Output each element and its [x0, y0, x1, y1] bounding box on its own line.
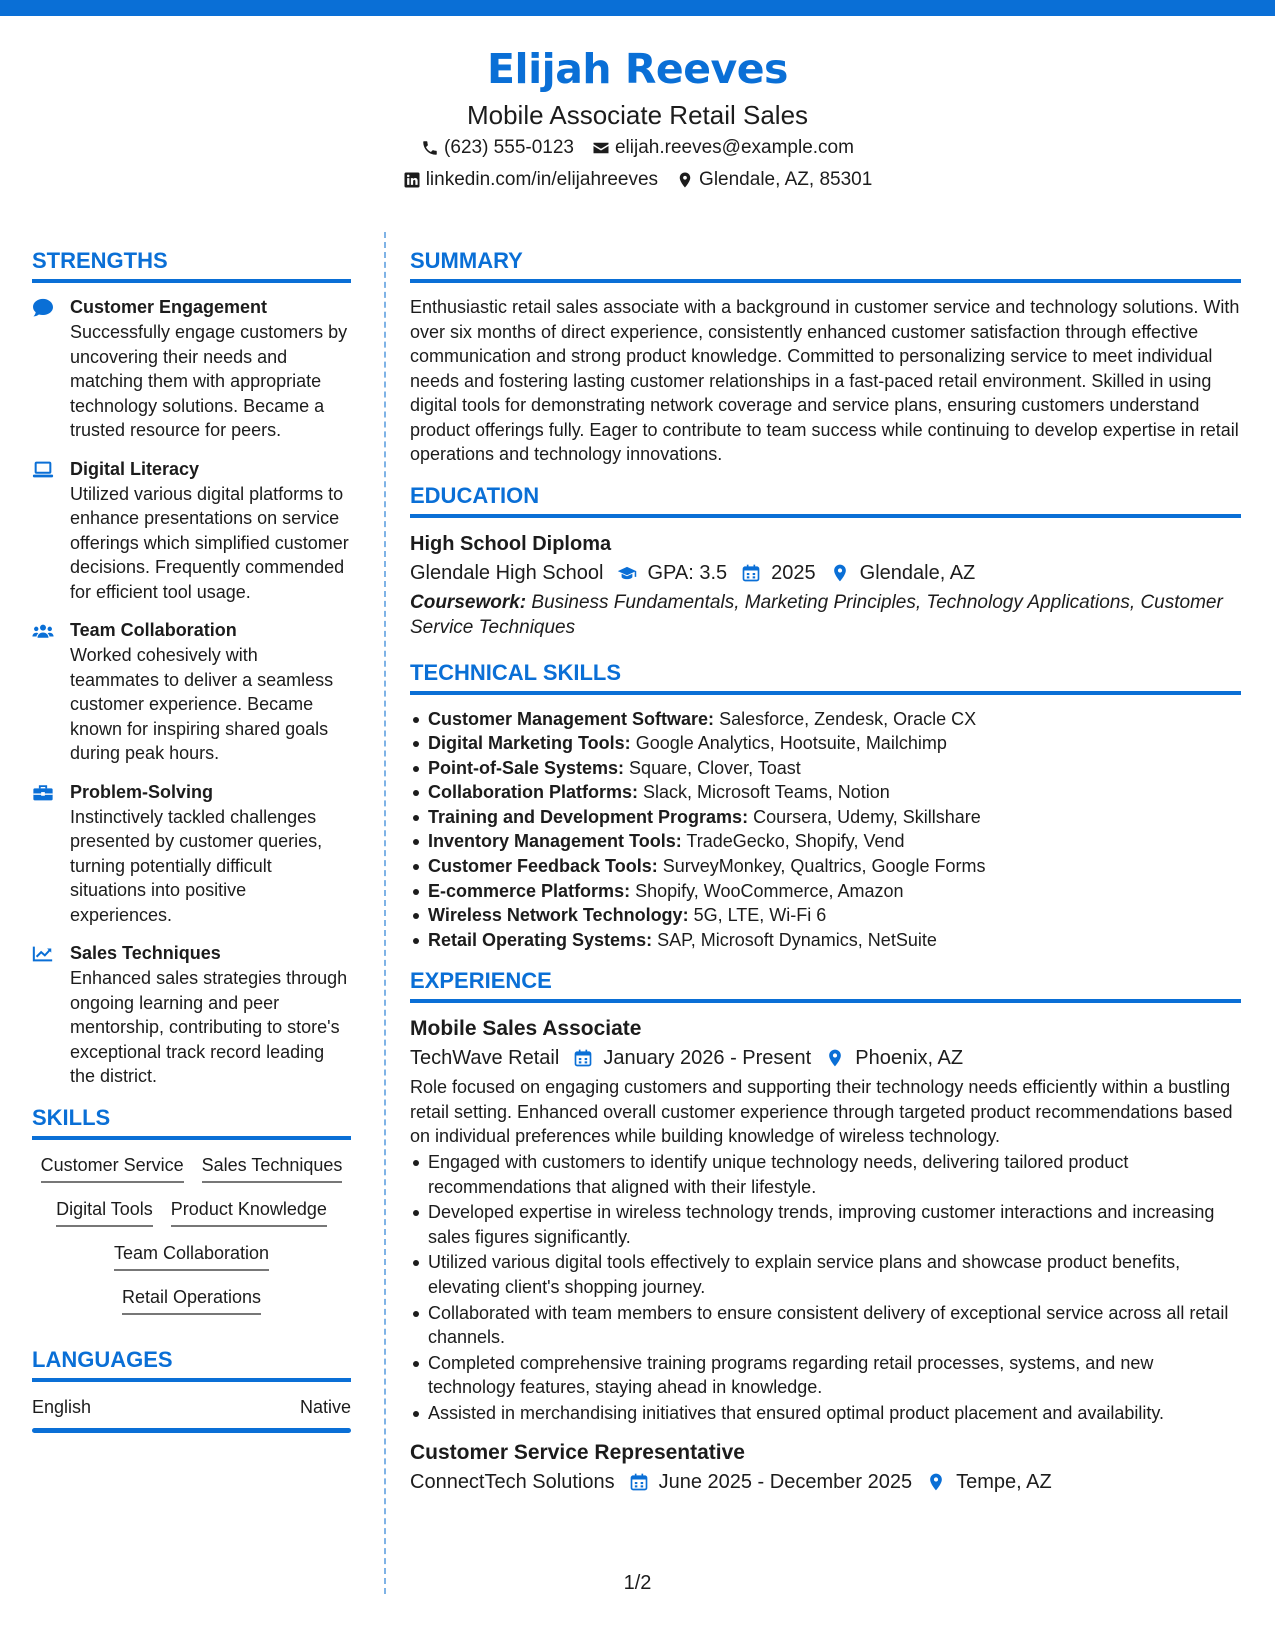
coursework-list: Business Fundamentals, Marketing Principles, Technology Applications, Customer Service Techniques — [410, 591, 1223, 638]
languages-heading: LANGUAGES — [32, 1345, 351, 1382]
strength-desc: Instinctively tackled challenges presented by customer queries, turning potentially difficult situations into positive experiences. — [70, 806, 323, 925]
school-name: Glendale High School — [410, 561, 604, 584]
list-item: Customer Feedback Tools: SurveyMonkey, Qualtrics, Google Forms — [410, 854, 1241, 879]
job-description: Role focused on engaging customers and supporting their technology needs efficiently within a bustling retail setting. Enhanced overall customer experience through targeted product recommendations based on individual preferences while building knowledge of wireless technology. — [410, 1077, 1233, 1147]
experience-heading: EXPERIENCE — [410, 966, 1241, 1003]
location-text: Glendale, AZ, 85301 — [699, 169, 873, 190]
strength-item — [32, 295, 351, 443]
strength-desc: Successfully engage customers by uncovering their needs and matching them with appropriate technology solutions. Became a trusted resource for peers. — [70, 322, 348, 440]
list-item: Collaborated with team members to ensure consistent delivery of exceptional service across all retail channels. — [410, 1301, 1241, 1350]
strength-desc: Worked cohesively with teammates to deliver a seamless customer experience. Became known for inspiring shared goals during peak hours. — [70, 645, 334, 763]
location-contact — [676, 164, 872, 196]
chat-bubble-icon — [32, 298, 54, 318]
coursework — [410, 590, 1241, 640]
skill-tag: Customer Service — [41, 1152, 184, 1183]
job-bullets — [410, 1150, 1241, 1426]
job-title: Customer Service Representative — [410, 1441, 745, 1465]
contact-row-2 — [0, 164, 1275, 196]
strength-desc: Utilized various digital platforms to enhance presentations on service offerings which simplified customer decisions. Frequently commended for efficient tool usage. — [70, 483, 349, 602]
skill-tag: Retail Operations — [122, 1284, 261, 1315]
list-item: Inventory Management Tools: TradeGecko, Shopify, Vend — [410, 829, 1241, 854]
language-proficiency-bar — [32, 1428, 351, 1433]
email-text: elijah.reeves@example.com — [614, 137, 854, 158]
left-column — [32, 246, 351, 1433]
right-column — [410, 246, 1241, 1497]
education-heading: EDUCATION — [410, 481, 1241, 518]
page-number: 1/2 — [623, 1572, 652, 1594]
laptop-icon — [32, 460, 54, 480]
job-location: Phoenix, AZ — [825, 1043, 963, 1073]
people-group-icon — [32, 621, 54, 641]
company-name: TechWave Retail — [410, 1047, 560, 1070]
strength-desc: Enhanced sales strategies through ongoing learning and peer mentorship, contributing to store's exceptional track record leading the district. — [70, 968, 348, 1086]
skill-tag: Product Knowledge — [171, 1196, 327, 1227]
summary-heading: SUMMARY — [410, 246, 1241, 283]
list-item: Collaboration Platforms: Slack, Microsoft Teams, Notion — [410, 780, 1241, 805]
graduation-cap-icon — [617, 563, 637, 583]
phone-icon — [421, 139, 439, 157]
list-item: Training and Development Programs: Coursera, Udemy, Skillshare — [410, 805, 1241, 830]
strength-title: Digital Literacy — [70, 458, 200, 479]
list-item: Utilized various digital tools effectively to explain service plans and showcase product benefits, elevating client's shopping journey. — [410, 1250, 1241, 1299]
skill-tag: Digital Tools — [56, 1196, 153, 1227]
technical-skills-list — [410, 707, 1241, 953]
map-pin-icon — [830, 563, 850, 583]
list-item: E-commerce Platforms: Shopify, WooCommerce, Amazon — [410, 879, 1241, 904]
candidate-title: Mobile Associate Retail Sales — [466, 100, 809, 130]
gpa: GPA: 3.5 — [617, 558, 727, 588]
phone-text: (623) 555-0123 — [444, 137, 574, 158]
graduation-year: 2025 — [741, 558, 816, 588]
list-item: Wireless Network Technology: 5G, LTE, Wi-Fi 6 — [410, 903, 1241, 928]
linkedin-text: linkedin.com/in/elijahreeves — [425, 169, 659, 190]
degree-title: High School Diploma — [410, 532, 612, 555]
job-meta — [410, 1467, 1241, 1497]
map-pin-icon — [676, 171, 694, 189]
toolbox-icon — [32, 783, 54, 803]
list-item: Completed comprehensive training programs regarding retail processes, systems, and new technology features, staying ahead in knowledge. — [410, 1351, 1241, 1400]
school-location: Glendale, AZ — [830, 558, 976, 588]
skill-tag: Sales Techniques — [202, 1152, 343, 1183]
strength-item — [32, 457, 351, 605]
envelope-icon — [592, 139, 610, 157]
language-row — [32, 1394, 351, 1420]
calendar-icon — [741, 563, 761, 583]
contact-row-1 — [0, 132, 1275, 164]
job-dates: June 2025 - December 2025 — [629, 1467, 913, 1497]
strength-item — [32, 780, 351, 928]
calendar-icon — [629, 1472, 649, 1492]
list-item: Developed expertise in wireless technology trends, improving customer interactions and increasing sales figures significantly. — [410, 1200, 1241, 1249]
list-item: Retail Operating Systems: SAP, Microsoft Dynamics, NetSuite — [410, 928, 1241, 953]
top-accent-bar — [0, 0, 1275, 16]
coursework-label: Coursework: — [410, 591, 527, 613]
job-dates: January 2026 - Present — [573, 1043, 811, 1073]
job-meta — [410, 1043, 1241, 1073]
linkedin-icon — [403, 171, 421, 189]
strength-title: Team Collaboration — [70, 620, 237, 640]
list-item: Digital Marketing Tools: Google Analytics, Hootsuite, Mailchimp — [410, 731, 1241, 756]
map-pin-icon — [825, 1048, 845, 1068]
candidate-name: Elijah Reeves — [487, 45, 788, 93]
job-location: Tempe, AZ — [926, 1467, 1052, 1497]
strength-title: Customer Engagement — [70, 297, 268, 317]
resume-header — [0, 40, 1275, 196]
email-contact[interactable] — [592, 132, 854, 164]
language-level: Native — [299, 1396, 351, 1417]
company-name: ConnectTech Solutions — [410, 1471, 615, 1494]
trend-chart-icon — [32, 944, 54, 964]
list-item: Engaged with customers to identify unique technology needs, delivering tailored product recommendations that aligned with their lifestyle. — [410, 1150, 1241, 1199]
map-pin-icon — [926, 1472, 946, 1492]
strength-item — [32, 618, 351, 766]
summary-text: Enthusiastic retail sales associate with a background in customer service and technology solutions. With over six months of direct experience, consistently enhanced customer satisfaction through effective communication and strong product knowledge. Committed to personalizing service to meet individual needs and fostering lasting customer relationships in a fast-paced retail environment. Skilled in using digital tools for demonstrating network coverage and service plans, ensuring customers understand product offerings fully. Eager to contribute to team success while continuing to develop expertise in retail operations and technology innovations. — [410, 297, 1240, 464]
strength-title: Problem-Solving — [70, 781, 214, 802]
strength-item — [32, 941, 351, 1089]
list-item: Point-of-Sale Systems: Square, Clover, Toast — [410, 756, 1241, 781]
skills-list — [32, 1152, 351, 1315]
calendar-icon — [573, 1048, 593, 1068]
strength-title: Sales Techniques — [70, 943, 221, 963]
skills-heading: SKILLS — [32, 1103, 351, 1140]
job-title: Mobile Sales Associate — [410, 1017, 642, 1041]
technical-skills-heading: TECHNICAL SKILLS — [410, 658, 1241, 695]
linkedin-contact[interactable] — [403, 164, 658, 196]
phone-contact[interactable] — [421, 132, 574, 164]
list-item: Customer Management Software: Salesforce, Zendesk, Oracle CX — [410, 707, 1241, 732]
education-meta — [410, 558, 1241, 588]
column-divider — [384, 232, 386, 1594]
language-name: English — [32, 1396, 92, 1417]
strengths-heading: STRENGTHS — [32, 246, 351, 283]
list-item: Assisted in merchandising initiatives that ensured optimal product placement and availability. — [410, 1401, 1241, 1426]
skill-tag: Team Collaboration — [114, 1240, 269, 1271]
